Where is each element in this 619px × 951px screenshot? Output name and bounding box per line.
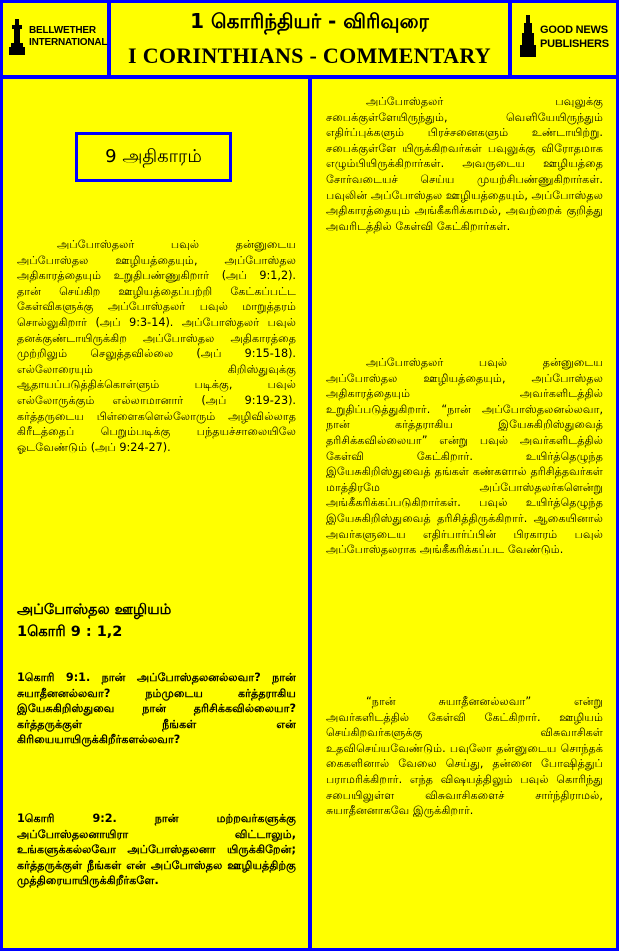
header-right-logo-box — [512, 3, 616, 75]
right-paragraph-3: “நான் சுயாதீனனல்லவா” என்று அவர்களிடத்தில் கேள்வி கேட்கிறார். ஊழியம் செய்கிறவர்களுக்கு விசுவாசிகள் உதவிசெய்யவேண்டும். பவுலோ தன்னுடைய சொந்தக் கைகளினால் வேலை செய்து, தன்னை போஷித்துப் பராமரிக்கிறார். எந்த விஷயத்திலும் பவுல் கொரிந்து சபையிலுள்ள விசுவாசிகளைச் சார்ந்திராமல், சுயாதீனனாகவே இருக்கிறார். — [326, 695, 603, 818]
right-paragraph-block-3 — [326, 694, 603, 819]
right-paragraph-block-1 — [326, 94, 603, 234]
section-heading — [17, 599, 171, 643]
right-paragraph-1: அப்போஸ்தலர் பவுலுக்கு சபைக்குள்ளேயிருந்தும், வெளியேயிருந்தும் எதிர்ப்புக்களும் பிரச்சனைகளும் உண்டாயிற்று. சபைக்குள்ளே யிருக்கிறவர்கள் பவுலுக்கு விரோதமாக எழும்பியிருக்கிறார்கள். அவருடைய ஊழியத்தை சோர்வடையச் செய்ய முயற்சிபண்ணுகிறார்கள். பவுலின் அப்போஸ்தல ஊழியத்தையும், அப்போஸ்தல அதிகாரத்தையும் அங்கீகரிக்காமல், அவற்றைக் குறித்து அவரிடத்தில் கேள்வி கேட்கிறார்கள். — [326, 95, 603, 233]
verse-9-2: 1கொரி 9:2. நான் மற்றவர்களுக்கு அப்போஸ்தலனாயிரா விட்டாலும், உங்களுக்கல்லவோ அப்போஸ்தலனா யிருக்கிறேன்; கர்த்தருக்குள் நீங்கள் என் அப்போஸ்தல ஊழியத்திற்கு முத்திரையாயிருக்கிறீர்களே. — [17, 812, 296, 888]
section-reference: 1கொரி 9 : 1,2 — [17, 624, 123, 640]
right-paragraph-2: அப்போஸ்தலர் பவுல் தன்னுடைய அப்போஸ்தல ஊழியத்தையும், அப்போஸ்தல அதிகாரத்தையும் அவர்களிடத்தில் உறுதிப்படுத்துகிறார். “நான் அப்போஸ்தலனல்லவா, நான் கர்த்தராகிய இயேசுகிறிஸ்துவைத் தரிசிக்கவில்லையா” என்று பவுல் அவர்களிடத்தில் கேள்வி கேட்கிறார். உயிர்த்தெழுந்த இயேசுகிறிஸ்துவைத் தங்கள் கண்களால் தரிசித்தவர்கள் மாத்திரமே அப்போஸ்தலர்களென்று அங்கீகரிக்கப்படுகிறார்கள். பவுல் உயிர்த்தெழுந்த இயேசுகிறிஸ்துவைத் தரிசித்திருக்கிறார். ஆகையினால் அவர்களுடைய எதிர்பார்ப்பின் பிரகாரம் பவுல் அப்போஸ்தலராக அங்கீகரிக்கப்பட வேண்டும். — [326, 356, 603, 557]
right-logo-line1: GOOD NEWS — [540, 24, 608, 36]
verse-block-1 — [17, 670, 296, 748]
right-column — [312, 79, 616, 948]
right-logo-line2: PUBLISHERS — [540, 38, 609, 50]
bellwether-logo — [9, 17, 107, 57]
left-column — [3, 79, 308, 948]
verse-block-2 — [17, 811, 296, 889]
title-tamil: 1 கொரிந்தியர் - விரிவுரை — [190, 9, 429, 33]
title-english: I CORINTHIANS - COMMENTARY — [128, 43, 491, 68]
bellwether-sheep-icon — [9, 17, 25, 57]
verse-9-1: 1கொரி 9:1. நான் அப்போஸ்தலனல்லவா? நான் சுயாதீனனல்லவா? நம்முடைய கர்த்தராகிய இயேசுகிறிஸ்துவை நான் தரிசிக்கவில்லையா? கர்த்தருக்குள் நீங்கள் என் கிரியையாயிருக்கிறீர்களல்லவா? — [17, 671, 296, 747]
good-news-tower-icon — [520, 15, 536, 59]
left-logo-line2: INTERNATIONAL — [29, 37, 108, 48]
good-news-logo — [520, 15, 609, 59]
header-title-box — [111, 3, 508, 75]
header-left-logo-box — [3, 3, 107, 75]
intro-paragraph-block — [17, 237, 296, 455]
right-paragraph-block-2 — [326, 355, 603, 558]
intro-paragraph: அப்போஸ்தலர் பவுல் தன்னுடைய அப்போஸ்தல ஊழியத்தையும், அப்போஸ்தல அதிகாரத்தையும் உறுதிபண்ணுகிறார் (அப் 9:1,2). தான் செய்கிற ஊழியத்தைப்பற்றி கேட்கப்பட்ட கேள்விகளுக்கு அப்போஸ்தலர் பவுல் மாறுத்தரம் சொல்லுகிறார் (அப் 9:3-14). அப்போஸ்தலர் பவுல் தனக்குண்டாயிருக்கிற அப்போஸ்தல அதிகாரத்தை முற்றிலும் செலுத்தவில்லை (அப் 9:15-18). எல்லோரையும் கிறிஸ்துவுக்கு ஆதாயப்படுத்திக்கொள்ளும் படிக்கு, பவுல் எல்லோருக்கும் எல்லாமானார் (அப் 9:19-23). கர்த்தருடைய பிள்ளைகளெல்லோரும் அழிவில்லாத கிரீடத்தைப் பெறும்படிக்கு பந்தயச்சாலையிலே ஓடவேண்டும் (அப் 9:24-27). — [17, 238, 296, 454]
section-title: அப்போஸ்தல ஊழியம் — [17, 602, 172, 618]
left-logo-line1: BELLWETHER — [29, 25, 96, 36]
chapter-heading: 9 அதிகாரம் — [75, 132, 232, 182]
